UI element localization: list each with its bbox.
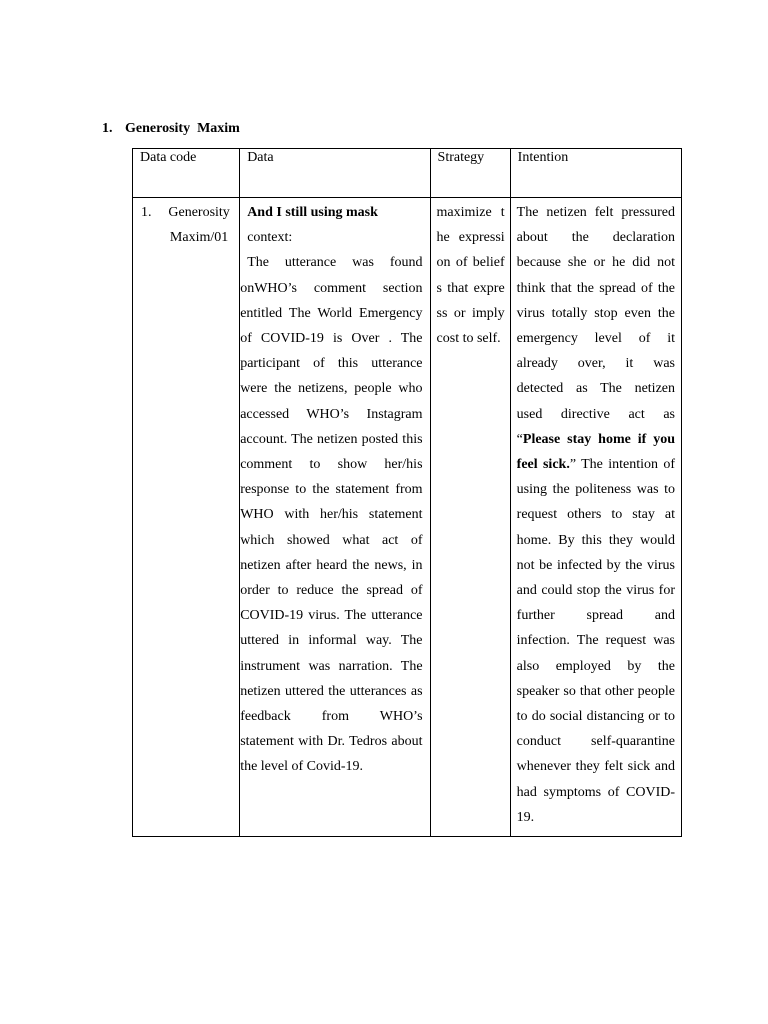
data-code-cell — [133, 198, 240, 837]
data-context-label: context: — [247, 230, 293, 246]
section-number: 1. — [102, 121, 113, 136]
header-cell: Strategy — [430, 149, 510, 198]
header-cell: Intention — [510, 149, 681, 198]
table-row — [133, 198, 682, 837]
table-header-row — [133, 149, 682, 198]
maxim-table — [132, 148, 682, 837]
strategy-cell — [430, 198, 510, 837]
section-heading — [102, 121, 240, 137]
header-cell: Data — [240, 149, 430, 198]
section-title: Generosity Maxim — [125, 121, 240, 136]
code-text: Generosity Maxim/01 — [168, 205, 230, 246]
strategy-text: maximize the expression of beliefs that express or imply cost to self. — [436, 205, 505, 347]
intention-cell — [510, 198, 681, 837]
data-title: And I still using mask — [247, 205, 378, 220]
code-number: 1. — [141, 205, 152, 220]
data-cell — [240, 198, 430, 837]
header-cell: Data code — [133, 149, 240, 198]
intention-text: The netizen felt pressured about the declaration because she or he did not think that the spread of the virus totally stop even the emergency level of it already over, it was detected as The netizen used directive act as “Please stay home if you feel sick.” The intention of using the politeness was to request others to stay at home. By this they would not be infected by the virus and could stop the virus for further spread and infection. The request was also employed by the speaker so that other people to do social distancing or to conduct self-quarantine whenever they felt sick and had symptoms of COVID-19. — [516, 205, 675, 825]
intention-quote: Please stay home if you feel sick. — [516, 431, 675, 473]
data-body: The utterance was found onWHO’s comment section entitled The World Emergency of COVID-19 is Over . The participant of this utterance were the netizens, people who accessed WHO’s Instagram account. The netizen posted this comment to show her/his response to the statement from WHO with her/his statement which showed what act of netizen after heard the news, in order to reduce the spread of COVID-19 virus. The utterance uttered in informal way. The instrument was narration. The netizen uttered the utterances as feedback from WHO’s statement with Dr. Tedros about the level of Covid-19. — [240, 255, 423, 775]
